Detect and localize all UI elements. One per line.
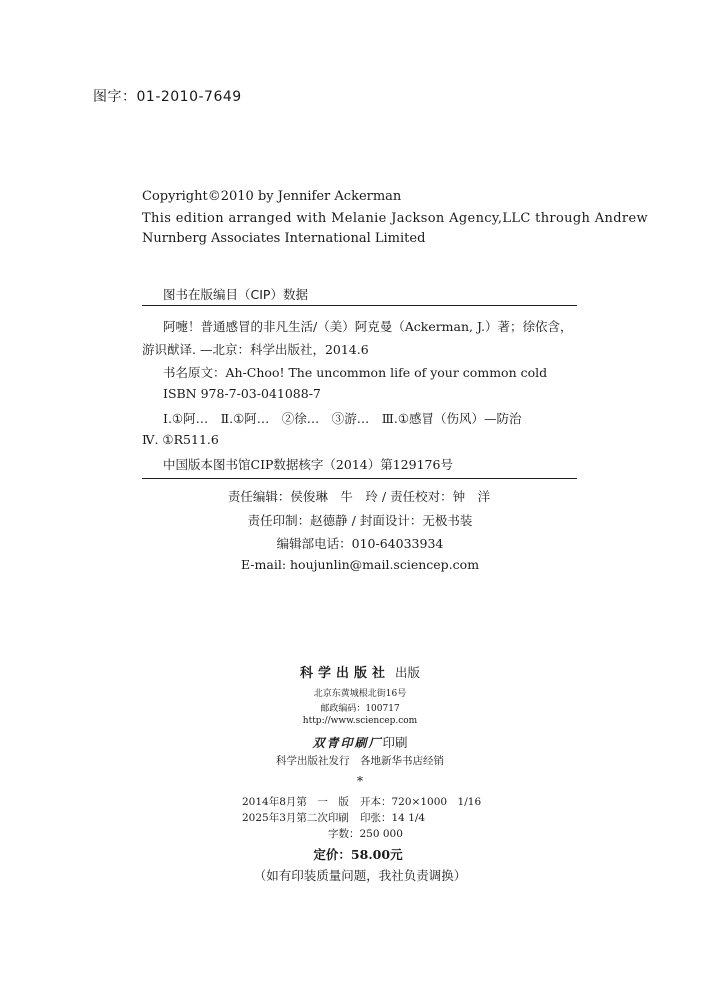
cip-line-5: Ⅰ.①阿… Ⅱ.①阿… ②徐… ③游… Ⅲ.①感冒（伤风）—防治	[163, 411, 522, 426]
copyright-line-1: Copyright©2010 by Jennifer Ackerman	[142, 189, 402, 204]
printer-name: 双青印刷厂	[312, 736, 383, 750]
registration-number: 图字：01-2010-7649	[93, 89, 242, 105]
cip-line-4: ISBN 978-7-03-041088-7	[163, 386, 321, 401]
copyright-line-2: This edition arranged with Melanie Jackson Agency,LLC through Andrew	[142, 211, 648, 226]
publisher-postcode: 邮政编码：100717	[320, 704, 400, 714]
cip-line-6: Ⅳ. ①R511.6	[142, 432, 219, 447]
publisher-line	[0, 662, 720, 681]
publisher-suffix: 出版	[395, 665, 421, 680]
spec-edition: 2014年8月第 一 版	[242, 796, 349, 808]
cip-top-rule	[142, 305, 577, 306]
cip-title: 图书在版编目（CIP）数据	[163, 287, 308, 302]
spec-printing: 2025年3月第二次印刷	[242, 812, 349, 824]
quality-note: （如有印装质量问题，我社负责调换）	[253, 868, 467, 883]
cip-line-7: 中国版本图书馆CIP数据核字（2014）第129176号	[163, 457, 453, 472]
credits-printing: 责任印制：赵德静 / 封面设计：无极书装	[247, 513, 473, 528]
spec-words: 字数：250 000	[328, 828, 403, 840]
credits-phone: 编辑部电话：010-64033934	[276, 536, 444, 551]
credits-email: E-mail: houjunlin@mail.sciencep.com	[240, 557, 480, 572]
cip-line-3: 书名原文：Ah-Choo! The uncommon life of your common cold	[163, 365, 548, 380]
credits-editors: 责任编辑：侯俊琳 牛 玲 / 责任校对：钟 洋	[227, 489, 491, 504]
publisher-address: 北京东黄城根北街16号	[313, 689, 407, 699]
publisher-name: 科学出版社	[299, 666, 390, 681]
price: 定价：58.00元	[313, 847, 403, 862]
cip-line-1: 阿嚏！普通感冒的非凡生活/（美）阿克曼（Ackerman, J.）著；徐依含，	[163, 319, 573, 334]
printer-line	[0, 732, 720, 751]
distribution: 科学出版社发行 各地新华书店经销	[276, 755, 444, 767]
copyright-line-3: Nurnberg Associates International Limited	[142, 231, 426, 246]
spec-format: 开本：720×1000 1/16	[360, 796, 482, 808]
publisher-url: http://www.sciencep.com	[302, 716, 418, 726]
separator-asterisk: *	[356, 773, 364, 788]
spec-sheets: 印张：14 1/4	[360, 812, 426, 824]
cip-line-2: 游识猷译. —北京：科学出版社，2014.6	[142, 342, 369, 357]
printer-suffix: 印刷	[382, 735, 408, 750]
cip-bottom-rule	[142, 478, 577, 479]
